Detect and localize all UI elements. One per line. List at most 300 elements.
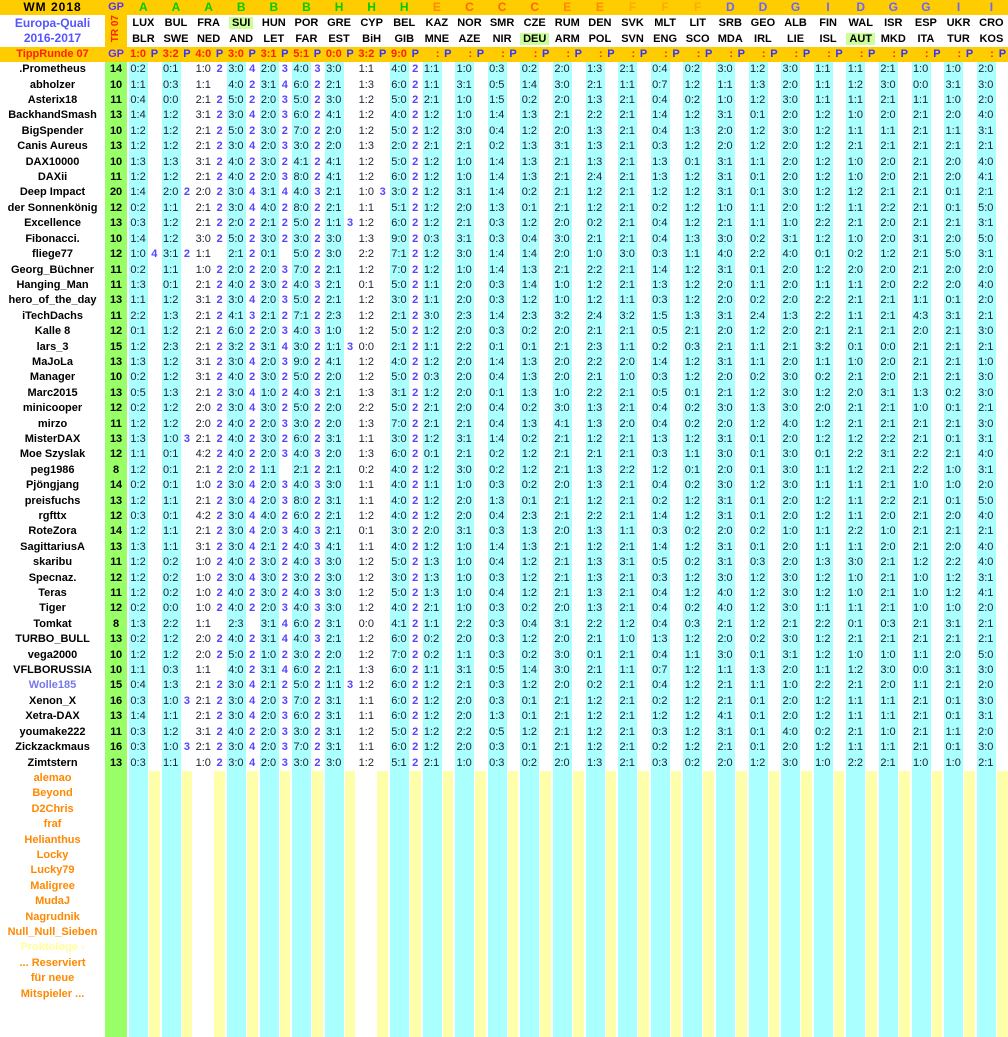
tip-cell: 7:1 — [290, 309, 312, 324]
tip-points-cell — [769, 586, 780, 601]
tip-points-cell — [182, 494, 193, 509]
tip-cell: 1:2 — [518, 463, 540, 478]
tip-points-cell — [345, 155, 356, 170]
tip-points-cell — [866, 324, 877, 339]
tip-points-cell — [964, 340, 975, 355]
team-highlight: DEU — [520, 33, 549, 45]
group-letter: B — [290, 0, 323, 15]
tip-points-cell — [834, 293, 845, 308]
points-header-cell: P — [639, 48, 648, 61]
player-name: minicooper — [0, 401, 105, 416]
empty-tip-cell — [323, 786, 345, 801]
tip-cell: 1:3 — [127, 617, 149, 632]
tip-cell: 7:0 — [388, 263, 410, 278]
team-home-cell: GEO — [747, 15, 780, 31]
empty-tip-cell — [225, 879, 247, 894]
player-gp: 13 — [105, 756, 127, 771]
tip-points-cell — [377, 78, 388, 93]
tip-cell: 4:0 — [290, 386, 312, 401]
empty-tip-cell — [844, 802, 866, 817]
tip-points-cell — [703, 201, 714, 216]
tip-cell: 1:1 — [747, 278, 769, 293]
tip-cell: 2:1 — [877, 417, 899, 432]
empty-points-cell — [801, 848, 812, 863]
tip-cell: 1:3 — [649, 432, 671, 447]
empty-points-cell — [345, 925, 356, 940]
tip-points-cell: 2 — [312, 340, 323, 355]
empty-tip-cell — [649, 910, 671, 925]
tip-points-cell — [671, 170, 682, 185]
tip-cell: 2:0 — [779, 494, 801, 509]
tip-points-cell — [997, 155, 1008, 170]
tip-points-cell — [638, 663, 649, 678]
tip-points-cell — [345, 278, 356, 293]
tip-points-cell: 2 — [247, 370, 258, 385]
tip-cell: 0:1 — [747, 725, 769, 740]
tip-cell: 3:1 — [779, 232, 801, 247]
empty-points-cell — [475, 863, 486, 878]
empty-tip-cell — [421, 802, 443, 817]
tip-cell: 0:1 — [844, 340, 866, 355]
tip-points-cell — [997, 447, 1008, 462]
team-home-cell: LUX — [127, 15, 160, 31]
tip-points-cell — [932, 386, 943, 401]
tip-points-cell — [475, 432, 486, 447]
empty-points-cell — [410, 894, 421, 909]
empty-tip-cell — [290, 956, 312, 971]
empty-tip-cell — [258, 771, 280, 786]
tip-cell: 1:4 — [127, 232, 149, 247]
tip-points-cell: 3 — [312, 185, 323, 200]
tip-cell: 2:1 — [192, 709, 214, 724]
tip-cell: 3:0 — [779, 632, 801, 647]
tip-cell: 1:2 — [421, 355, 443, 370]
tip-cell: 2:0 — [258, 139, 280, 154]
empty-points-cell — [769, 940, 780, 955]
tip-cell: 7:0 — [388, 417, 410, 432]
tip-points-cell: 2 — [410, 571, 421, 586]
empty-tip-cell — [192, 802, 214, 817]
tip-cell: 2:0 — [779, 555, 801, 570]
empty-points-cell — [573, 1002, 584, 1037]
tip-points-cell — [899, 278, 910, 293]
tip-cell: 0:2 — [160, 586, 182, 601]
result-cell: : — [649, 47, 671, 62]
player-name: peg1986 — [0, 463, 105, 478]
empty-points-cell — [540, 771, 551, 786]
empty-tip-cell — [779, 863, 801, 878]
tip-points-cell — [671, 386, 682, 401]
tip-cell: 2:1 — [258, 216, 280, 231]
tip-points-cell — [801, 355, 812, 370]
tip-cell: 6:0 — [388, 170, 410, 185]
reserved-row — [0, 910, 1008, 925]
tip-cell: 1:0 — [584, 247, 606, 262]
tip-points-cell — [671, 725, 682, 740]
empty-tip-cell — [290, 940, 312, 955]
reserved-gp — [105, 971, 127, 986]
tip-cell: 1:1 — [355, 540, 377, 555]
tip-cell: 1:2 — [355, 170, 377, 185]
tip-points-cell — [801, 78, 812, 93]
tip-cell: 2:1 — [942, 355, 964, 370]
tip-cell: 1:2 — [355, 586, 377, 601]
tip-cell: 2:1 — [421, 756, 443, 771]
tip-points-cell — [182, 232, 193, 247]
tip-points-cell — [540, 432, 551, 447]
tip-points-cell — [475, 263, 486, 278]
tip-points-cell — [703, 139, 714, 154]
player-row — [0, 601, 1008, 616]
tip-points-cell — [932, 232, 943, 247]
tip-points-cell — [671, 232, 682, 247]
tip-points-cell — [866, 756, 877, 771]
tip-cell: 1:0 — [942, 756, 964, 771]
tip-points-cell: 2 — [247, 340, 258, 355]
tip-points-cell — [508, 263, 519, 278]
empty-points-cell — [703, 987, 714, 1002]
tip-cell: 0:2 — [681, 417, 703, 432]
tip-points-cell — [540, 293, 551, 308]
tip-cell: 5:0 — [388, 324, 410, 339]
tip-cell: 1:1 — [681, 648, 703, 663]
tip-points-cell — [573, 78, 584, 93]
tip-points-cell — [149, 185, 160, 200]
group-letter: I — [975, 0, 1008, 15]
tip-cell: 1:1 — [323, 340, 345, 355]
empty-tip-cell — [714, 910, 736, 925]
tip-cell: 1:3 — [518, 263, 540, 278]
empty-tip-cell — [160, 956, 182, 971]
tip-points-cell — [149, 62, 160, 77]
tip-points-cell — [932, 401, 943, 416]
tip-cell: 3:1 — [975, 247, 997, 262]
player-row — [0, 756, 1008, 771]
tip-cell: 3:1 — [551, 139, 573, 154]
tip-points-cell — [508, 725, 519, 740]
empty-points-cell — [964, 848, 975, 863]
empty-tip-cell — [551, 987, 573, 1002]
tip-cell: 1:0 — [910, 401, 932, 416]
empty-tip-cell — [812, 771, 834, 786]
tip-points-cell — [573, 678, 584, 693]
tip-cell: 2:1 — [192, 324, 214, 339]
tip-cell: 2:1 — [844, 632, 866, 647]
empty-tip-cell — [551, 956, 573, 971]
tip-points-cell — [801, 709, 812, 724]
tip-points-cell: 4 — [247, 478, 258, 493]
tip-cell: 1:0 — [192, 62, 214, 77]
empty-tip-cell — [551, 879, 573, 894]
tip-points-cell — [638, 617, 649, 632]
empty-tip-cell — [192, 771, 214, 786]
tip-cell: 2:0 — [714, 139, 736, 154]
tip-points-cell — [769, 340, 780, 355]
tip-points-cell — [932, 170, 943, 185]
tip-cell: 0:2 — [681, 756, 703, 771]
tip-points-cell — [443, 263, 454, 278]
tip-points-cell — [866, 78, 877, 93]
result-cell: : — [779, 47, 801, 62]
tip-cell: 1:1 — [192, 78, 214, 93]
tip-points-cell — [475, 340, 486, 355]
tip-points-cell — [834, 62, 845, 77]
tip-cell: 1:2 — [421, 509, 443, 524]
empty-points-cell — [638, 971, 649, 986]
tip-cell: 2:1 — [942, 340, 964, 355]
tip-points-cell — [866, 139, 877, 154]
tip-points-cell — [345, 185, 356, 200]
tip-points-cell — [377, 740, 388, 755]
empty-tip-cell — [584, 925, 606, 940]
tip-cell: 1:1 — [844, 540, 866, 555]
tip-points-cell — [899, 740, 910, 755]
empty-points-cell — [149, 894, 160, 909]
tip-points-cell: 2 — [410, 386, 421, 401]
empty-points-cell — [964, 971, 975, 986]
empty-points-cell — [280, 925, 291, 940]
empty-tip-cell — [616, 771, 638, 786]
tip-points-cell: 2 — [280, 401, 291, 416]
team-away-cell: SWE — [160, 31, 193, 47]
tip-cell: 1:0 — [844, 648, 866, 663]
tip-points-cell — [769, 632, 780, 647]
empty-tip-cell — [486, 833, 508, 848]
empty-tip-cell — [616, 817, 638, 832]
empty-points-cell — [475, 971, 486, 986]
tip-cell: 2:0 — [551, 601, 573, 616]
tip-cell: 1:2 — [681, 370, 703, 385]
tip-cell: 6:0 — [388, 740, 410, 755]
empty-tip-cell — [127, 848, 149, 863]
tip-cell: 1:0 — [844, 571, 866, 586]
empty-points-cell — [149, 925, 160, 940]
player-row — [0, 678, 1008, 693]
tip-cell: 5:0 — [388, 124, 410, 139]
tip-points-cell — [540, 401, 551, 416]
tip-cell: 2:0 — [779, 201, 801, 216]
empty-points-cell — [899, 802, 910, 817]
tip-cell: 1:2 — [812, 740, 834, 755]
tip-points-cell — [736, 663, 747, 678]
player-row — [0, 216, 1008, 231]
tip-cell: 2:0 — [877, 370, 899, 385]
empty-points-cell — [671, 940, 682, 955]
empty-points-cell — [475, 802, 486, 817]
tip-points-cell — [443, 586, 454, 601]
empty-tip-cell — [681, 786, 703, 801]
group-letter: F — [649, 0, 682, 15]
tip-points-cell — [834, 201, 845, 216]
tip-cell: 4:1 — [975, 170, 997, 185]
tip-points-cell — [540, 170, 551, 185]
tip-cell: 0:2 — [681, 524, 703, 539]
player-row — [0, 417, 1008, 432]
tip-points-cell — [932, 324, 943, 339]
tip-cell: 1:2 — [421, 386, 443, 401]
tip-points-cell — [638, 309, 649, 324]
tip-cell: 2:1 — [323, 524, 345, 539]
tip-points-cell — [345, 509, 356, 524]
tip-cell: 0:3 — [649, 370, 671, 385]
player-row — [0, 278, 1008, 293]
empty-points-cell — [443, 894, 454, 909]
empty-points-cell — [280, 879, 291, 894]
away-team-row — [0, 31, 1008, 47]
empty-points-cell — [410, 802, 421, 817]
tip-points-cell — [736, 201, 747, 216]
empty-points-cell — [997, 817, 1008, 832]
tip-points-cell — [540, 447, 551, 462]
tip-cell: 2:1 — [910, 509, 932, 524]
tip-points-cell: 2 — [410, 185, 421, 200]
empty-tip-cell — [225, 863, 247, 878]
empty-tip-cell — [486, 771, 508, 786]
tip-cell: 1:3 — [486, 201, 508, 216]
empty-points-cell — [280, 987, 291, 1002]
tip-cell: 3:1 — [714, 355, 736, 370]
tip-points-cell — [964, 432, 975, 447]
empty-points-cell — [312, 987, 323, 1002]
tip-cell: 1:1 — [844, 201, 866, 216]
empty-points-cell — [410, 956, 421, 971]
tip-cell: 1:0 — [910, 601, 932, 616]
tip-points-cell — [932, 756, 943, 771]
tip-points-cell — [475, 93, 486, 108]
tip-cell: 2:0 — [779, 509, 801, 524]
tip-points-cell: 2 — [182, 185, 193, 200]
tip-points-cell — [638, 694, 649, 709]
tip-cell: 1:4 — [486, 170, 508, 185]
tip-cell: 0:3 — [486, 216, 508, 231]
player-row — [0, 586, 1008, 601]
empty-points-cell — [540, 925, 551, 940]
tip-cell: 1:1 — [355, 432, 377, 447]
tip-points-cell: 2 — [280, 509, 291, 524]
tip-points-cell — [638, 155, 649, 170]
player-gp: 14 — [105, 524, 127, 539]
tip-cell: 3:0 — [975, 386, 997, 401]
team-home-cell — [225, 15, 258, 31]
tip-cell: 1:2 — [355, 509, 377, 524]
tip-points-cell — [703, 124, 714, 139]
tip-points-cell — [540, 340, 551, 355]
tip-points-cell — [932, 355, 943, 370]
tip-points-cell — [606, 401, 617, 416]
empty-tip-cell — [877, 786, 899, 801]
empty-tip-cell — [551, 817, 573, 832]
tip-cell: 0:1 — [518, 709, 540, 724]
reserved-name: Lucky79 — [0, 863, 105, 878]
empty-points-cell — [866, 802, 877, 817]
empty-points-cell — [866, 940, 877, 955]
empty-points-cell — [214, 894, 225, 909]
tip-points-cell — [736, 247, 747, 262]
tip-points-cell — [801, 62, 812, 77]
tip-cell: 1:0 — [160, 740, 182, 755]
tip-cell: 2:1 — [877, 571, 899, 586]
tip-points-cell — [638, 386, 649, 401]
empty-tip-cell — [388, 910, 410, 925]
tip-cell: 0:2 — [127, 370, 149, 385]
empty-points-cell — [964, 910, 975, 925]
tip-cell: 1:1 — [355, 494, 377, 509]
tip-cell: 4:0 — [975, 509, 997, 524]
reserved-name: D2Chris — [0, 802, 105, 817]
tip-cell: 0:1 — [160, 509, 182, 524]
tip-cell: 6:0 — [290, 709, 312, 724]
tip-cell: 1:4 — [649, 540, 671, 555]
empty-points-cell — [377, 940, 388, 955]
tip-points-cell — [997, 108, 1008, 123]
tip-cell: 1:2 — [812, 694, 834, 709]
team-home-cell: ESP — [910, 15, 943, 31]
tip-points-cell — [736, 571, 747, 586]
result-cell: 0:0 — [323, 47, 345, 62]
result-cell: : — [844, 47, 866, 62]
tip-cell: 6:0 — [388, 694, 410, 709]
tip-points-cell — [964, 725, 975, 740]
tip-points-cell — [149, 293, 160, 308]
tip-cell: 1:3 — [910, 386, 932, 401]
player-row — [0, 401, 1008, 416]
tip-cell: 2:2 — [453, 617, 475, 632]
tip-cell: 2:2 — [910, 278, 932, 293]
empty-points-cell — [801, 817, 812, 832]
tip-cell: 1:2 — [681, 216, 703, 231]
empty-points-cell — [801, 786, 812, 801]
tip-cell: 0:1 — [747, 648, 769, 663]
tip-cell: 1:2 — [518, 571, 540, 586]
tip-points-cell — [736, 555, 747, 570]
tip-cell: 0:2 — [681, 62, 703, 77]
tip-cell: 3:1 — [910, 232, 932, 247]
empty-tip-cell — [779, 925, 801, 940]
tip-points-cell — [638, 108, 649, 123]
tip-cell: 3:0 — [421, 309, 443, 324]
empty-tip-cell — [551, 802, 573, 817]
tip-points-cell — [703, 278, 714, 293]
tip-points-cell — [834, 216, 845, 231]
tip-points-cell — [801, 340, 812, 355]
tip-cell: 2:0 — [714, 632, 736, 647]
tip-cell: 2:0 — [779, 694, 801, 709]
empty-points-cell — [247, 863, 258, 878]
tip-cell: 0:7 — [649, 663, 671, 678]
player-gp: 12 — [105, 201, 127, 216]
tip-points-cell: 2 — [214, 571, 225, 586]
tip-cell: 1:5 — [486, 93, 508, 108]
tip-points-cell — [149, 494, 160, 509]
reserved-row — [0, 987, 1008, 1002]
tip-cell: 0:4 — [486, 124, 508, 139]
tip-points-cell: 2 — [214, 601, 225, 616]
tip-cell: 0:3 — [681, 617, 703, 632]
tip-cell: 2:1 — [910, 263, 932, 278]
empty-tip-cell — [486, 863, 508, 878]
tip-points-cell — [736, 447, 747, 462]
tip-points-cell — [964, 632, 975, 647]
tip-points-cell: 2 — [280, 216, 291, 231]
tip-points-cell — [345, 124, 356, 139]
empty-points-cell — [899, 879, 910, 894]
empty-points-cell — [149, 771, 160, 786]
tip-points-cell — [997, 432, 1008, 447]
tip-cell: 0:3 — [127, 509, 149, 524]
tip-cell: 4:1 — [225, 309, 247, 324]
tip-cell: 2:0 — [551, 93, 573, 108]
empty-points-cell — [149, 786, 160, 801]
